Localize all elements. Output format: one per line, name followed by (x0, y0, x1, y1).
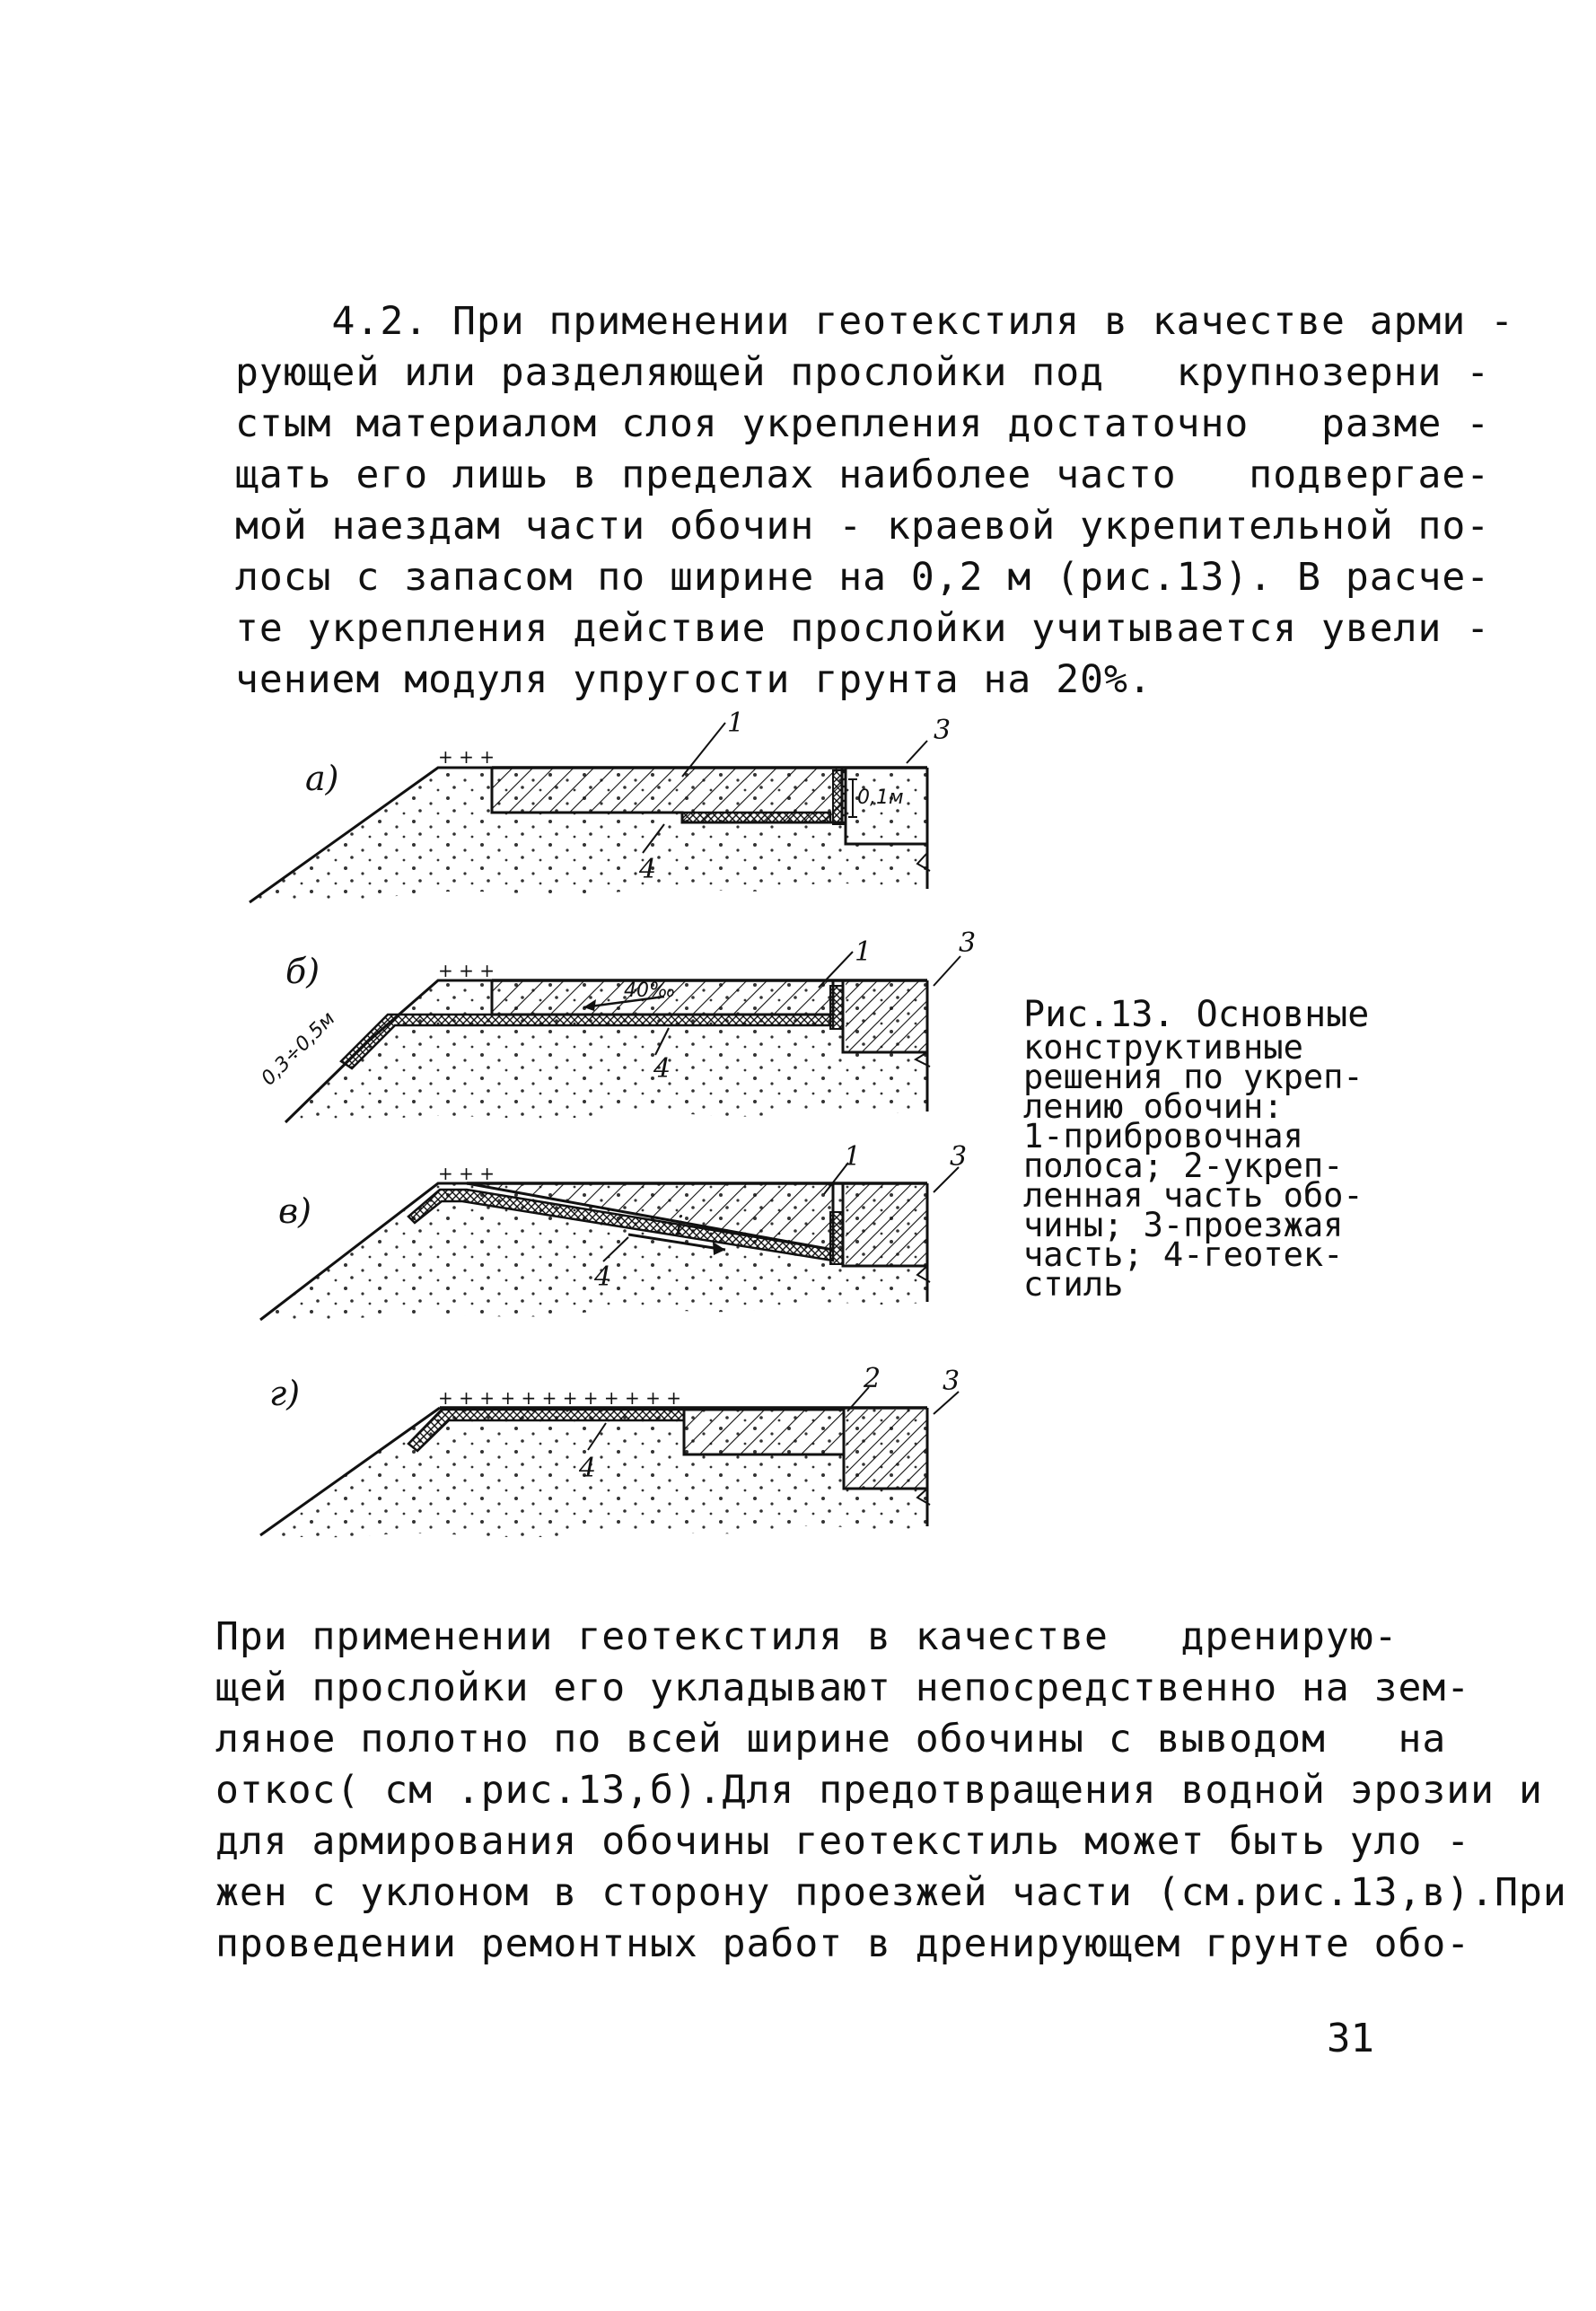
label-3-b: 3 (959, 927, 977, 959)
caption-line: часть; 4-геотек- (1023, 1235, 1344, 1274)
text-line: проведении ремонтных работ в дренирующем грунте обо- (215, 1921, 1471, 1966)
panel-letter-a: а) (305, 759, 339, 798)
text-line: мой наездам части обочин - краевой укрепительной по- (235, 504, 1491, 549)
panel-letter-v: в) (278, 1191, 311, 1231)
label-3-a: 3 (934, 715, 951, 746)
label-2-g: 2 (864, 1363, 881, 1394)
panel-v (260, 1141, 967, 1320)
figure-caption (1023, 994, 1418, 1304)
text-line: щать его лишь в пределах наиболее часто подвергае- (235, 453, 1491, 497)
svg-text:+ + + + + + + + + + + +: + + + + + + + + + + + + (438, 1387, 682, 1409)
svg-text:+ + +: + + + (438, 960, 495, 981)
text-line: откос( см .рис.13,б).Для предотвращения водной эрозии и (215, 1768, 1543, 1813)
label-4-b: 4 (653, 1053, 671, 1085)
text-line: При применении геотекстиля в качестве дренирую- (215, 1614, 1399, 1659)
text-line: стым материалом слоя укрепления достаточно разме - (235, 401, 1491, 446)
dim-label-b: 0,3÷0,5м (257, 1007, 340, 1091)
panel-a (250, 707, 951, 902)
panel-g (260, 1363, 960, 1537)
caption-line: полоса; 2-укреп- (1023, 1147, 1344, 1185)
text-line: чением модуля упругости грунта на 20%. (235, 657, 1153, 702)
panel-b (258, 927, 977, 1122)
text-line: те укрепления действие прослойки учитывается увели - (235, 606, 1491, 651)
caption-line: лению обочин: (1023, 1087, 1284, 1126)
svg-text:+ + +: + + + (438, 1163, 495, 1184)
slope-label-v: i (675, 1210, 684, 1242)
text-line: лосы с запасом по ширине на 0,2 м (рис.13). В расче- (235, 555, 1491, 600)
label-1-b: 1 (855, 936, 873, 968)
caption-line: Рис.13. Основные (1023, 994, 1370, 1035)
label-3-v: 3 (950, 1141, 968, 1173)
caption-line: чины; 3-проезжая (1023, 1206, 1344, 1244)
text-line: ляное полотно по всей ширине обочины с выводом на (215, 1717, 1447, 1762)
label-3-g: 3 (943, 1366, 960, 1397)
panel-letter-b: б) (285, 952, 320, 991)
text-line: 4.2. При применении геотекстиля в качестве арми - (235, 299, 1515, 344)
label-1-v: 1 (844, 1141, 862, 1173)
label-1-a: 1 (727, 707, 745, 739)
page-number: 31 (1327, 2016, 1374, 2061)
svg-text:+ + +: + + + (438, 746, 495, 768)
caption-line: стиль (1023, 1265, 1124, 1304)
panel-letter-g: г) (269, 1374, 301, 1413)
caption-line: решения по укреп- (1023, 1058, 1364, 1096)
geotextile-a (682, 813, 830, 822)
label-4-v: 4 (594, 1261, 612, 1293)
caption-line: 1-прибровочная (1023, 1117, 1303, 1156)
text-line: щей прослойки его укладывают непосредственно на зем- (215, 1665, 1471, 1710)
paragraph-4-2 (235, 296, 1515, 706)
paragraph-drainage (215, 1612, 1567, 1970)
caption-line: конструктивные (1023, 1028, 1303, 1067)
text-line: рующей или разделяющей прослойки под крупнозерни - (235, 350, 1491, 395)
caption-line: ленная часть обо- (1023, 1176, 1364, 1215)
label-4-a: 4 (639, 854, 657, 885)
text-line: для армирования обочины геотекстиль может быть уло - (215, 1819, 1471, 1864)
label-4-g: 4 (579, 1453, 597, 1484)
dim-label-a: 0,1м (857, 786, 904, 809)
text-line: жен с уклоном в сторону проезжей части (см.рис.13,в).При (215, 1870, 1567, 1915)
slope-label-b: 40‰ (624, 980, 676, 1002)
